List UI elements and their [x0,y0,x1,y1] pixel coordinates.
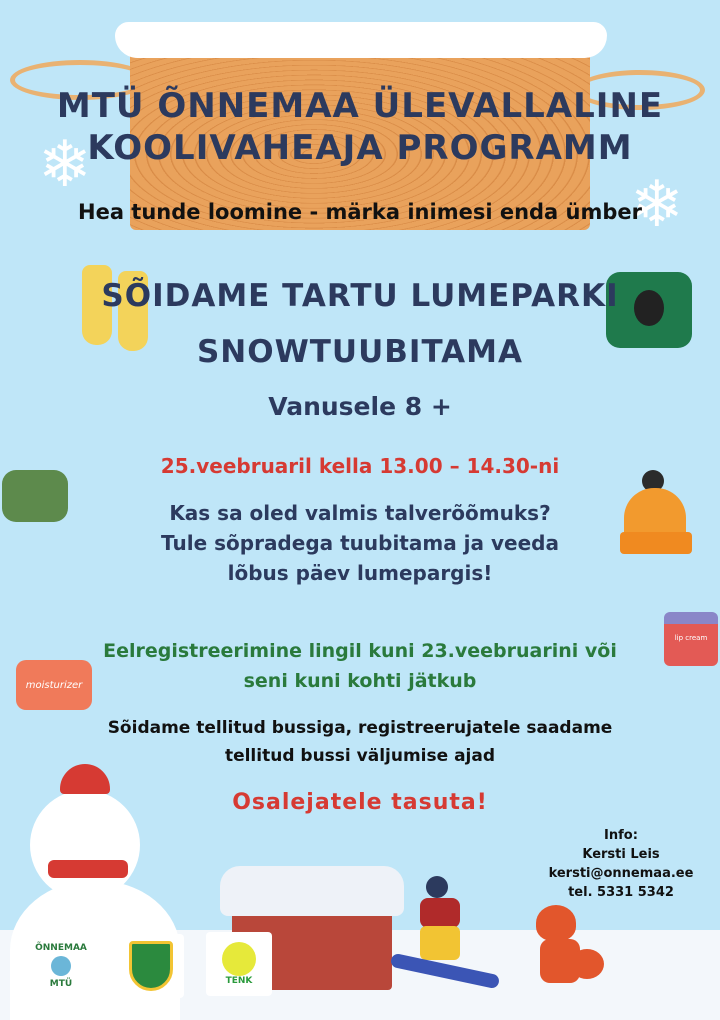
municipality-crest-logo [118,934,184,998]
logo-sub: MTÜ [49,979,73,989]
invite-line-1: Kas sa oled valmis talverõõmuks? [169,501,551,525]
contact-name: Kersti Leis [582,847,660,862]
bus-line-1: Sõidame tellitud bussiga, registreerujatele saadame [107,718,613,738]
invite-line-2: Tule sõpradega tuubitama ja veeda [161,531,559,555]
crest-icon [129,941,173,991]
age-requirement: Vanusele 8 + [268,392,452,421]
contact-email[interactable]: kersti@onnemaa.ee [548,866,694,881]
title-line-1: MTÜ ÕNNEMAA ÜLEVALLALINE [56,86,664,126]
fox-icon [530,905,600,985]
logo-text: ÕNNEMAA [35,943,87,953]
snowflake-icon: ❄ [630,168,684,242]
moisturizer-jar-icon: moisturizer [16,660,92,710]
contact-label: Info: [604,828,638,843]
sun-icon [222,942,256,976]
contact-phone[interactable]: tel. 5331 5342 [568,885,674,900]
globe-icon [51,956,71,976]
invite-line-3: lõbus päev lumepargis! [227,561,493,585]
logo-text: TENK [225,976,253,986]
title-line-2: KOOLIVAHEAJA PROGRAMM [87,128,633,168]
snowflake-icon: ❄ [38,128,92,202]
onnemaa-logo [28,934,94,998]
lip-cream-jar-icon: lip cream [664,612,718,666]
registration-line-2: seni kuni kohti jätkub [243,670,477,692]
bus-line-2: tellitud bussi väljumise ajad [224,746,496,766]
event-title-line-2: SNOWTUUBITAMA [196,334,524,370]
free-notice: Osalejatele tasuta! [232,790,488,815]
snow-cap [115,22,607,58]
event-title-line-1: SÕIDAME TARTU LUMEPARKI [101,278,619,314]
contact-info [536,826,706,902]
registration-line-1: Eelregistreerimine lingil kuni 23.veebruarini või [103,640,617,662]
event-datetime: 25.veebruaril kella 13.00 – 14.30-ni [160,454,560,478]
tenk-logo [206,932,272,996]
snowboarder-icon [390,874,490,984]
tagline: Hea tunde loomine - märka inimesi enda ümber [78,200,642,224]
